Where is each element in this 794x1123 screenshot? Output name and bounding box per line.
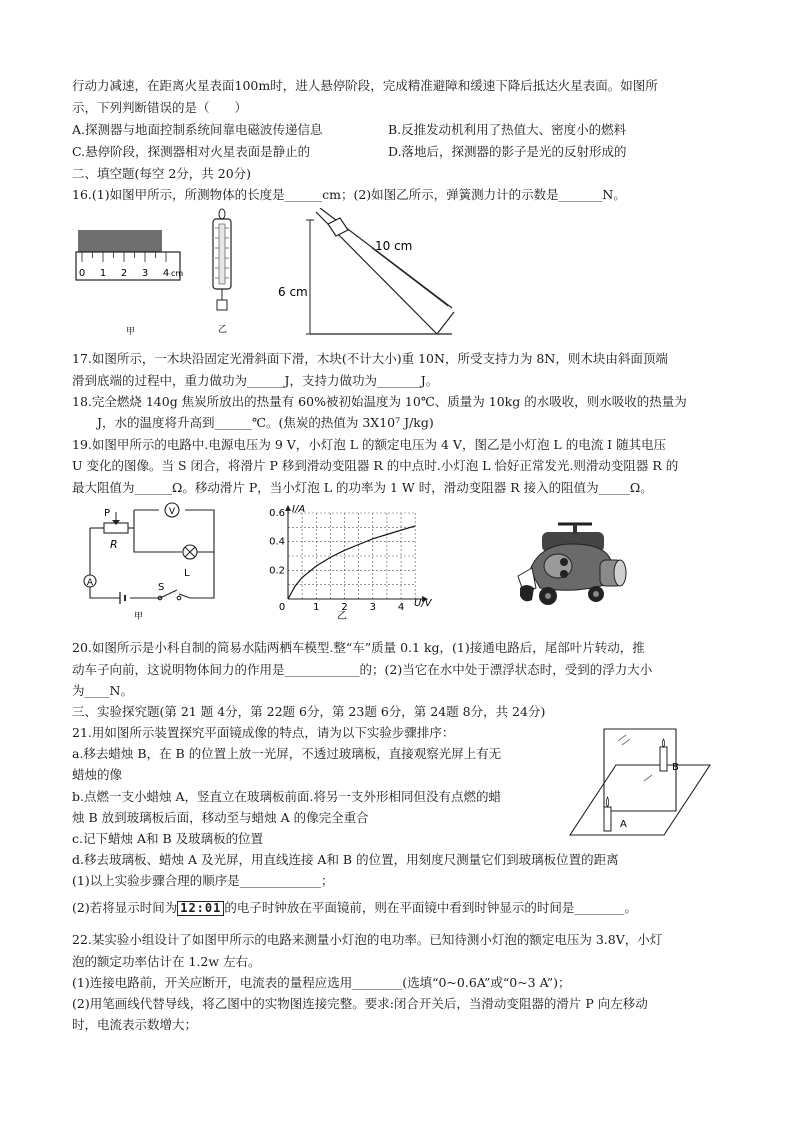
q21-step-a-line1: a.移去蜡烛 B，在 B 的位置上放一光屏，不透过玻璃板，直接观察光屏上有无 xyxy=(72,746,502,761)
ruler-figure xyxy=(76,230,183,337)
circuit-caption: 甲 xyxy=(134,612,144,620)
slope-length-label: 10 cm xyxy=(375,239,413,253)
y-axis-arrow xyxy=(285,505,291,511)
q19-line2: U 变化的图像。当 S 闭合，将滑片 P 移到滑动变阻器 R 的中点时.小灯泡 L 恰好正常发光.则滑动变阻器 R 的 xyxy=(72,458,679,473)
q17-line2: 滑到底端的过程中，重力做功为______J，支持力做功为_______J。 xyxy=(72,373,439,388)
q22-line1: 22.某实验小组设计了如图甲所示的电路来测量小灯泡的电功率。已知待测小灯泡的额定电压为 3.8V，小灯 xyxy=(72,932,663,947)
q22-line4: (2)用笔画线代替导线，将乙图中的实物图连接完整。要求:闭合开关后，当滑动变阻器的滑片 P 向左移动 xyxy=(72,996,648,1011)
x-tick-label: 3 xyxy=(369,602,376,613)
q21-step-a-line2: 蜡烛的像 xyxy=(72,767,123,782)
amphibious-car-image xyxy=(500,508,640,608)
q15-option-c: C.悬停阶段，探测器相对火星表面是静止的 xyxy=(72,144,311,159)
q19-line3: 最大阻值为______Ω。移动滑片 P，当小灯泡 L 的功率为 1 W 时，滑动变阻器 R 接入的阻值为_____Ω。 xyxy=(72,480,653,495)
y-tick-label: 0.6 xyxy=(269,508,285,519)
series-line xyxy=(288,526,415,599)
ammeter-label: A xyxy=(86,578,94,588)
ruler-unit: cm xyxy=(171,269,184,278)
digital-clock-display: 12:01 xyxy=(177,901,224,916)
ruler-tick-1: 1 xyxy=(99,268,107,279)
q19-circuit xyxy=(72,500,222,620)
q15-option-d: D.落地后，探测器的影子是光的反射形成的 xyxy=(388,144,627,159)
q20-line2: 动车子向前，这说明物体间力的作用是____________的；(2)当它在水中处于漂浮状态时，受到的浮力大小 xyxy=(72,662,653,677)
switch-label: S xyxy=(158,582,165,593)
lamp-label: L xyxy=(184,568,190,579)
fig-yi-caption: 乙 xyxy=(218,325,228,335)
ruler-tick-4: 4 xyxy=(162,268,170,279)
ruler-tick-2: 2 xyxy=(120,268,128,279)
label-a: A xyxy=(620,819,627,830)
q21-sub2-suffix: 的电子时钟放在平面镜前，则在平面镜中看到时钟显示的时间是________。 xyxy=(224,900,637,915)
q20-line1: 20.如图所示是小科自制的简易水陆两栖车模型.整“车”质量 0.1 kg，(1)接通电路后，尾部叶片转动，推 xyxy=(72,640,645,655)
voltmeter-label: V xyxy=(168,507,176,517)
q21-sub2-prefix: (2)若将显示时间为 xyxy=(72,900,178,915)
label-b: B xyxy=(672,762,679,773)
ruler-tick-3: 3 xyxy=(141,268,149,279)
slider-p-label: P xyxy=(104,508,111,519)
q15-line1: 行动力减速，在距离火星表面100m时，进人悬停阶段，完成精准避障和缓速下降后抵达火星表面。如图所 xyxy=(72,78,658,93)
y-tick-label: 0.4 xyxy=(269,536,285,548)
chart-grid xyxy=(288,513,415,599)
x-tick-label: 4 xyxy=(397,602,405,613)
plane-mirror-figure xyxy=(560,725,720,840)
iu-chart xyxy=(262,503,432,621)
q20-line3: 为____N。 xyxy=(72,683,133,698)
chart-y-label: I/A xyxy=(292,504,306,515)
q15-option-b: B.反推发动机利用了热值大、密度小的燃料 xyxy=(388,122,627,137)
ruler-tick-0: 0 xyxy=(78,268,86,279)
q16-text: 16.(1)如图甲所示，所测物体的长度是______cm；(2)如图乙所示，弹簧测力计的示数是_______N。 xyxy=(72,187,626,202)
candle-a xyxy=(604,807,611,831)
chart-x-label: U/V xyxy=(414,598,432,609)
q15-option-a: A.探测器与地面控制系统间靠电磁波传递信息 xyxy=(72,122,323,137)
table-surface xyxy=(570,765,710,835)
q22-line5: 时，电流表示数增大； xyxy=(72,1017,198,1032)
q18-line1: 18.完全燃烧 140g 焦炭所放出的热量有 60%被初始温度为 10℃、质量为 10kg 的水吸收，则水吸收的热量为 xyxy=(72,394,687,409)
q16-figures xyxy=(72,208,472,338)
height-label: 6 cm xyxy=(278,285,308,299)
q17-line1: 17.如图所示，一木块沿固定光滑斜面下滑，木块(不计大小)重 10N，所受支持力为 8N，则木块由斜面顶端 xyxy=(72,351,668,366)
q21-intro: 21.用如图所示装置探究平面镜成像的特点，请为以下实验步骤排序： xyxy=(72,725,455,740)
q22-line2: 泡的额定功率估计在 1.2w 左右。 xyxy=(72,954,261,969)
q15-line2: 示，下列判断错误的是（ ） xyxy=(72,100,248,115)
q21-sub1: (1)以上实验步骤合理的顺序是_____________； xyxy=(72,873,334,888)
candle-b xyxy=(660,747,667,771)
section-3-heading: 三、实验探究题(第 21 题 4分，第 22题 6分，第 23题 6分，第 24题 8分，共 24分) xyxy=(72,704,546,719)
section-2-heading: 二、填空题(每空 2分，共 20分) xyxy=(72,166,252,181)
chart-series xyxy=(288,526,415,599)
q18-line2: J，水的温度将升高到______℃。(焦炭的热值为 3X10⁷ J/kg) xyxy=(72,415,434,430)
q21-step-d: d.移去玻璃板、蜡烛 A 及光屏，用直线连接 A和 B 的位置，用刻度尺测量它们到玻璃板位置的距离 xyxy=(72,852,619,867)
rheostat-label: R xyxy=(110,538,118,551)
chart-axes xyxy=(285,505,428,602)
x-tick-label: 2 xyxy=(341,602,348,613)
q21-step-c: c.记下蜡烛 A和 B 及玻璃板的位置 xyxy=(72,831,264,846)
incline-figure xyxy=(278,208,454,334)
x-tick-label: 0 xyxy=(278,602,286,613)
q21-step-b-line1: b.点燃一支小蜡烛 A，竖直立在玻璃板前面.将另一支外形相同但没有点燃的蜡 xyxy=(72,789,501,804)
q21-sub2 xyxy=(72,900,637,916)
fig-jia-caption: 甲 xyxy=(126,327,136,337)
q21-step-b-line2: 烛 B 放到玻璃板后面，移动至与蜡烛 A 的像完全重合 xyxy=(72,810,369,825)
spring-scale xyxy=(213,209,231,335)
x-tick-label: 1 xyxy=(313,602,320,613)
graph-caption: 乙 xyxy=(337,611,347,621)
measured-block xyxy=(78,230,162,252)
q19-line1: 19.如图甲所示的电路中.电源电压为 9 V，小灯泡 L 的额定电压为 4 V，图乙是小灯泡 L 的电流 I 随其电压 xyxy=(72,437,667,452)
y-tick-label: 0.2 xyxy=(269,565,285,577)
q22-line3: (1)连接电路前，开关应断开，电流表的量程应选用________(选填“0~0.6A”或“0~3 A”)； xyxy=(72,975,571,990)
